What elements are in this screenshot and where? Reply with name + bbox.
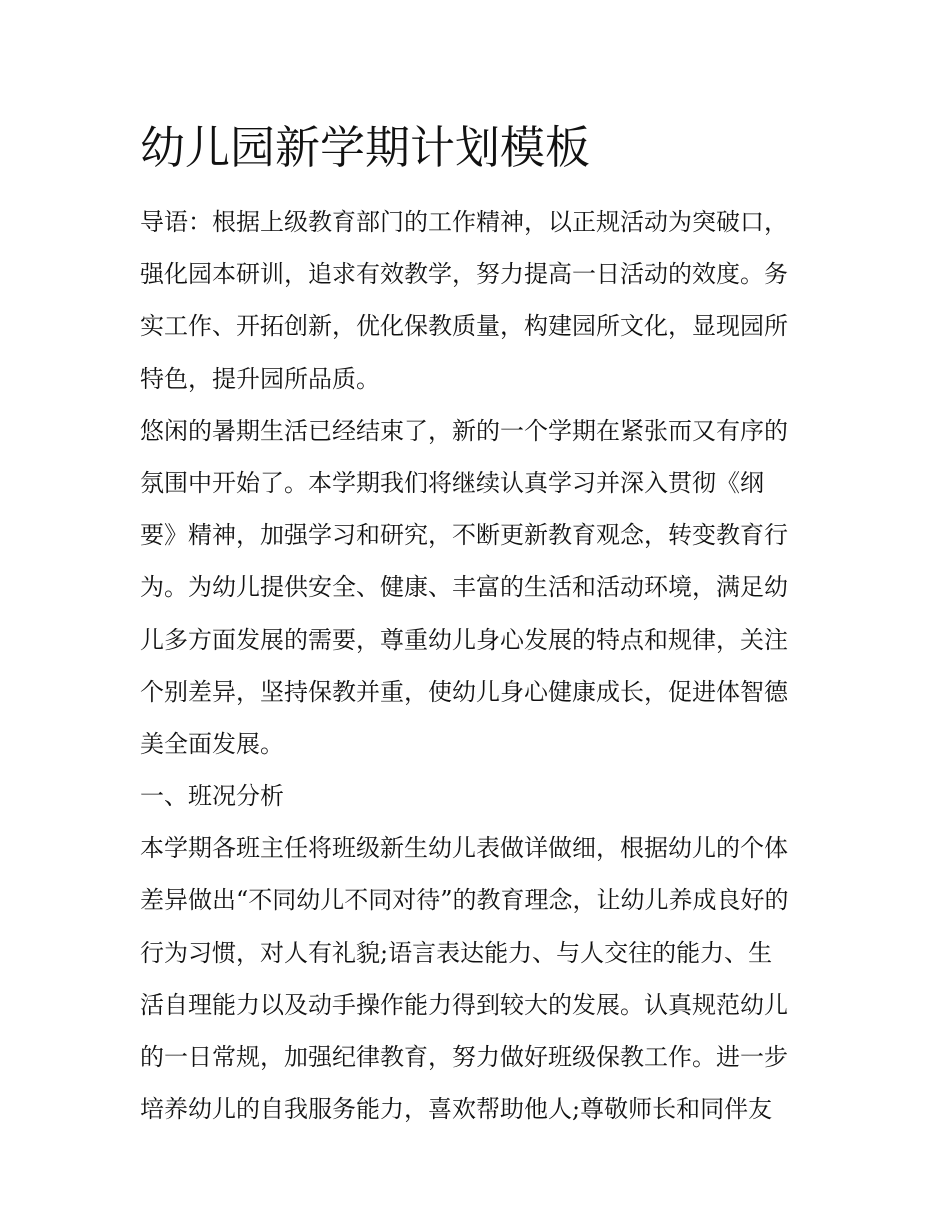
- document-title: 幼儿园新学期计划模板: [140, 121, 591, 174]
- body-line: 要》精神，加强学习和研究，不断更新教育观念，转变教育行: [140, 521, 788, 550]
- body-line: 特色，提升园所品质。: [140, 364, 380, 393]
- body-line: 活自理能力以及动手操作能力得到较大的发展。认真规范幼儿: [140, 990, 788, 1019]
- document-body: [140, 196, 820, 1135]
- body-line: 悠闲的暑期生活已经结束了，新的一个学期在紧张而又有序的: [140, 416, 788, 445]
- body-line: 为。为幼儿提供安全、健康、丰富的生活和活动环境，满足幼: [140, 573, 788, 602]
- body-line: 个别差异，坚持保教并重，使幼儿身心健康成长，促进体智德: [140, 677, 788, 706]
- body-line: 美全面发展。: [140, 729, 284, 758]
- body-line: 本学期各班主任将班级新生幼儿表做详做细，根据幼儿的个体: [140, 834, 788, 863]
- body-line: 强化园本研训，追求有效教学，努力提高一日活动的效度。务: [140, 260, 788, 289]
- body-line: 的一日常规，加强纪律教育，努力做好班级保教工作。进一步: [140, 1043, 788, 1071]
- body-line: 差异做出“不同幼儿不同对待”的教育理念，让幼儿养成良好的: [140, 886, 789, 915]
- body-line: 氛围中开始了。本学期我们将继续认真学习并深入贯彻《纲: [140, 468, 764, 497]
- body-line: 儿多方面发展的需要，尊重幼儿身心发展的特点和规律，关注: [140, 625, 788, 654]
- body-line: 实工作、开拓创新，优化保教质量，构建园所文化，显现园所: [140, 312, 788, 341]
- body-line: 培养幼儿的自我服务能力，喜欢帮助他人;尊敬师长和同伴友: [140, 1095, 773, 1124]
- section-heading: 一、班况分析: [140, 782, 284, 811]
- body-line: 行为习惯，对人有礼貌;语言表达能力、与人交往的能力、生: [140, 938, 773, 967]
- body-line: 导语：根据上级教育部门的工作精神，以正规活动为突破口，: [140, 208, 788, 236]
